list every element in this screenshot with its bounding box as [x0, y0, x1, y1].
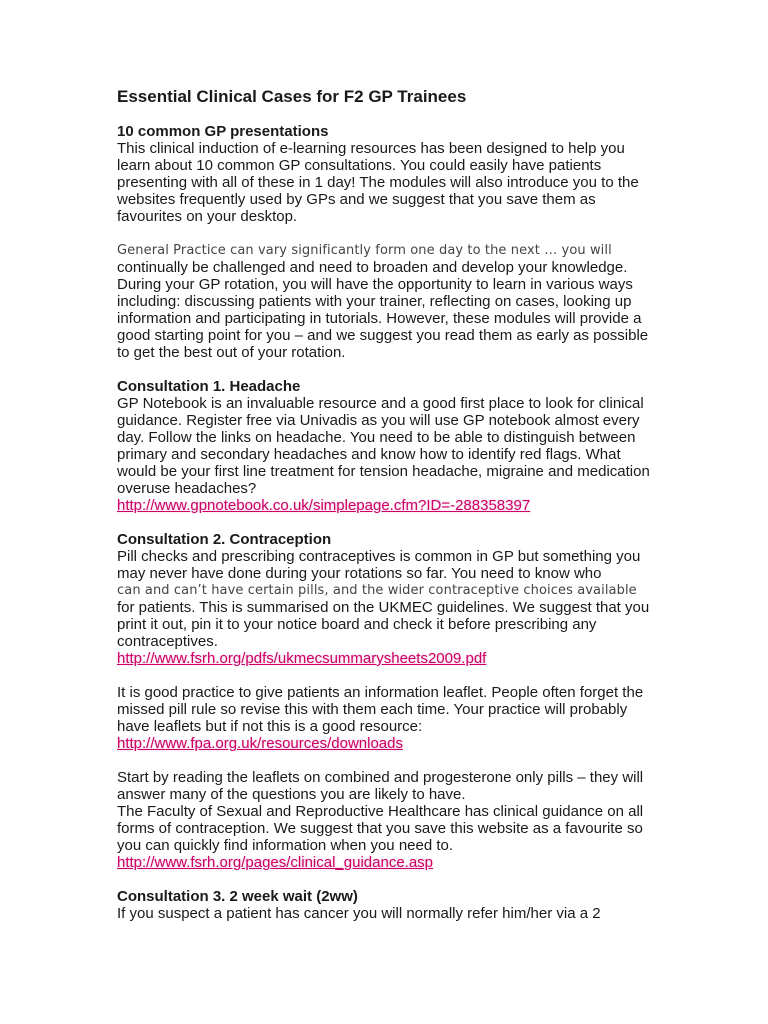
consultation-2-paragraph-b: can and can’t have certain pills, and the wider contraceptive choices available	[117, 583, 637, 598]
intro-paragraph: This clinical induction of e-learning resources has been designed to help you learn about 10 common GP consultations. You could easily have patients presenting with all of these in 1 day! The modules will also introduce you to the websites frequently used by GPs and we suggest that you save them as favourites on your desktop.	[117, 140, 639, 225]
consultation-2-paragraph-c: for patients. This is summarised on the UKMEC guidelines. We suggest that you print it out, pin it to your notice board and check it before prescribing any contraceptives.	[117, 599, 650, 650]
intro-heading: 10 common GP presentations	[117, 123, 329, 140]
fpa-link[interactable]: http://www.fpa.org.uk/resources/downloads	[117, 735, 403, 752]
general-practice-paragraph: continually be challenged and need to broaden and develop your knowledge. During your GP rotation, you will have the opportunity to learn in various ways including: discussing patients with your trainer, reflecting on cases, looking up information and participating in tutorials. However, these modules will provide a good starting point for you – and we suggest you read them as early as possible to get the best out of your rotation.	[117, 259, 649, 361]
leaflet-paragraph: It is good practice to give patients an information leaflet. People often forget the missed pill rule so revise this with them each time. Your practice will probably have leaflets but if not this is a good resource:	[117, 684, 644, 735]
fsrh-guidance-link[interactable]: http://www.fsrh.org/pages/clinical_guidance.asp	[117, 854, 434, 871]
consultation-3-paragraph: If you suspect a patient has cancer you will normally refer him/her via a 2	[117, 905, 601, 922]
faculty-paragraph: The Faculty of Sexual and Reproductive Healthcare has clinical guidance on all forms of contraception. We suggest that you save this website as a favourite so you can quickly find information when you need to.	[117, 803, 644, 854]
consultation-3-heading: Consultation 3. 2 week wait (2ww)	[117, 888, 358, 905]
consultation-2-paragraph-a: Pill checks and prescribing contraceptives is common in GP but something you may never have done during your rotations so far. You need to know who	[117, 548, 641, 582]
general-practice-lead: General Practice can vary significantly form one day to the next … you will	[117, 243, 612, 258]
document-page	[117, 86, 662, 922]
consultation-2-heading: Consultation 2. Contraception	[117, 531, 332, 548]
consultation-1-paragraph: GP Notebook is an invaluable resource and a good first place to look for clinical guidance. Register free via Univadis as you will use GP notebook almost every day. Follow the links on headache. You need to be able to distinguish between primary and secondary headaches and know how to identify red flags. What would be your first line treatment for tension headache, migraine and medication overuse headaches?	[117, 395, 650, 497]
start-reading-paragraph: Start by reading the leaflets on combined and progesterone only pills – they will answer many of the questions you are likely to have.	[117, 769, 644, 803]
ukmec-link[interactable]: http://www.fsrh.org/pdfs/ukmecsummarysheets2009.pdf	[117, 650, 487, 667]
consultation-1-heading: Consultation 1. Headache	[117, 378, 301, 395]
document-title: Essential Clinical Cases for F2 GP Trainees	[117, 87, 467, 106]
gpnotebook-link[interactable]: http://www.gpnotebook.co.uk/simplepage.cfm?ID=-288358397	[117, 497, 531, 514]
